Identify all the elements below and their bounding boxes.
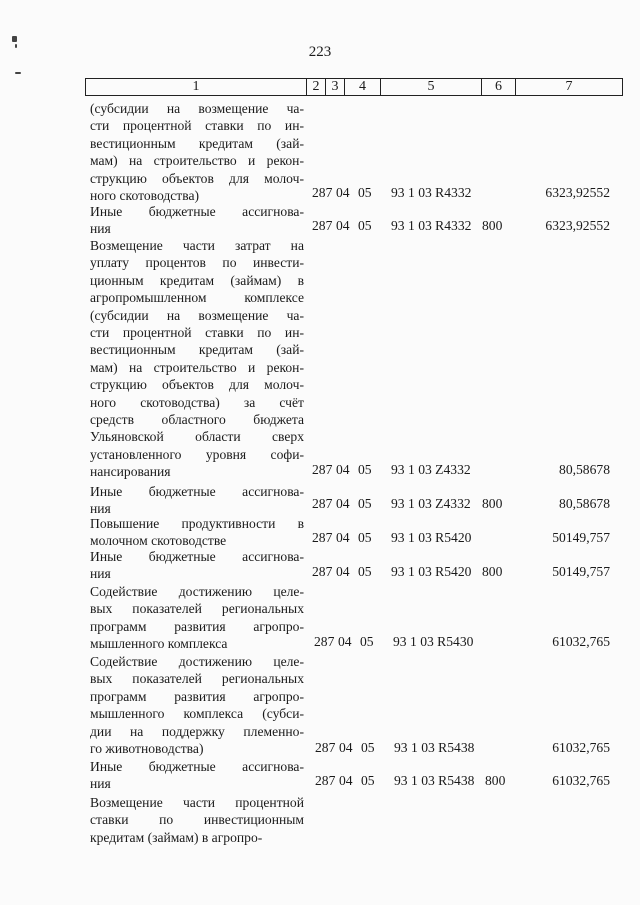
expense-type-code: 800 [482,218,503,233]
description-line: агропромышленном комплексе [90,290,304,306]
target-article-code: 93 1 03 R4332 [391,185,472,200]
description-line: го животноводства) [90,741,204,757]
expense-type-code: 800 [482,496,503,511]
target-article-code: 93 1 03 R5420 [391,530,472,545]
row-description [90,794,304,846]
row-description [90,515,304,550]
description-line: струкцию объектов для молоч- [90,377,304,393]
description-line: Содействие достижению целе- [90,654,304,669]
subsection-code: 05 [358,564,372,579]
header-col-3: 3 [326,79,345,95]
subsection-code: 05 [358,496,372,511]
description-line: мам) на строительство и рекон- [90,359,304,375]
expense-type-code: 800 [482,564,503,579]
description-line: вестиционным кредитам (зай- [90,135,304,151]
description-line: молочном скотоводстве [90,533,227,549]
description-line: Иные бюджетные ассигнова- [90,759,304,774]
description-line: (субсидии на возмещение ча- [90,307,304,323]
description-line: Повышение продуктивности в [90,516,304,531]
description-line: ния [90,221,111,237]
description-line: сти процентной ставки по ин- [90,118,304,134]
amount: 6323,92552 [545,185,610,200]
description-line: программ развития агропро- [90,688,304,704]
row-description [90,583,304,653]
description-line: ставки по инвестиционным [90,812,304,828]
amount: 50149,757 [552,530,610,545]
amount: 80,58678 [559,462,610,477]
description-line: сти процентной ставки по ин- [90,325,304,341]
description-line: вых показателей региональных [90,601,304,617]
description-line: ционным кредитам (займам) в [90,272,304,288]
header-col-2: 2 [307,79,326,95]
description-line: программ развития агропро- [90,618,304,634]
header-col-5: 5 [381,79,482,95]
description-line: Ульяновской области сверх [90,429,304,445]
page-number: 223 [308,44,332,60]
amount: 61032,765 [552,740,610,755]
description-line: Возмещение части процентной [90,795,304,810]
description-line: нансирования [90,464,171,480]
amount: 61032,765 [552,634,610,649]
description-line: Иные бюджетные ассигнова- [90,484,304,499]
description-line: кредитам (займам) в агропро- [90,829,263,845]
section-code: 04 [336,185,350,200]
target-article-code: 93 1 03 R5420 [391,564,472,579]
subsection-code: 05 [361,773,375,788]
section-code: 04 [339,740,353,755]
description-line: дии на поддержку племенно- [90,723,304,739]
target-article-code: 93 1 03 R4332 [391,218,472,233]
description-line: вых показателей региональных [90,671,304,687]
amount: 50149,757 [552,564,610,579]
scan-mark [12,36,17,42]
target-article-code: 93 1 03 R5430 [393,634,474,649]
description-line: установленного уровня софи- [90,446,304,462]
ministry-code: 287 [314,634,335,649]
description-line: уплату процентов по инвести- [90,255,304,271]
description-line: Содействие достижению целе- [90,584,304,599]
description-line: (субсидии на возмещение ча- [90,101,304,116]
description-line: мышленного комплекса (субси- [90,706,304,722]
ministry-code: 287 [312,496,333,511]
ministry-code: 287 [312,462,333,477]
row-description [90,237,304,481]
ministry-code: 287 [312,530,333,545]
ministry-code: 287 [315,740,336,755]
description-line: ния [90,501,111,517]
amount: 61032,765 [552,773,610,788]
description-line: средств областного бюджета [90,412,304,428]
section-code: 04 [336,530,350,545]
target-article-code: 93 1 03 Z4332 [391,462,471,477]
section-code: 04 [336,462,350,477]
row-description [90,758,304,793]
description-line: вестиционным кредитам (зай- [90,342,304,358]
subsection-code: 05 [358,530,372,545]
amount: 6323,92552 [545,218,610,233]
section-code: 04 [336,218,350,233]
subsection-code: 05 [361,740,375,755]
description-line: ния [90,776,111,792]
ministry-code: 287 [315,773,336,788]
target-article-code: 93 1 03 Z4332 [391,496,471,511]
header-col-1: 1 [86,79,307,95]
description-line: струкцию объектов для молоч- [90,170,304,186]
section-code: 04 [336,496,350,511]
row-description [90,548,304,583]
description-line: Иные бюджетные ассигнова- [90,549,304,564]
subsection-code: 05 [358,185,372,200]
description-line: ного скотоводства) за счёт [90,394,304,410]
section-code: 04 [336,564,350,579]
table-header [85,78,623,96]
header-col-7: 7 [565,79,573,94]
target-article-code: 93 1 03 R5438 [394,773,475,788]
description-line: мышленного комплекса [90,636,228,652]
section-code: 04 [338,634,352,649]
scan-mark [15,72,21,74]
row-description [90,203,304,238]
subsection-code: 05 [358,462,372,477]
section-code: 04 [339,773,353,788]
header-col-6: 6 [482,79,516,95]
ministry-code: 287 [312,564,333,579]
amount: 80,58678 [559,496,610,511]
description-line: Иные бюджетные ассигнова- [90,204,304,219]
header-col-4: 4 [345,79,381,95]
target-article-code: 93 1 03 R5438 [394,740,475,755]
row-description [90,100,304,204]
expense-type-code: 800 [485,773,506,788]
description-line: мам) на строительство и рекон- [90,153,304,169]
description-line: ного скотоводства) [90,188,200,204]
ministry-code: 287 [312,185,333,200]
subsection-code: 05 [358,218,372,233]
description-line: Возмещение части затрат на [90,238,304,253]
subsection-code: 05 [360,634,374,649]
description-line: ния [90,566,111,582]
row-description [90,483,304,518]
row-description [90,653,304,757]
ministry-code: 287 [312,218,333,233]
